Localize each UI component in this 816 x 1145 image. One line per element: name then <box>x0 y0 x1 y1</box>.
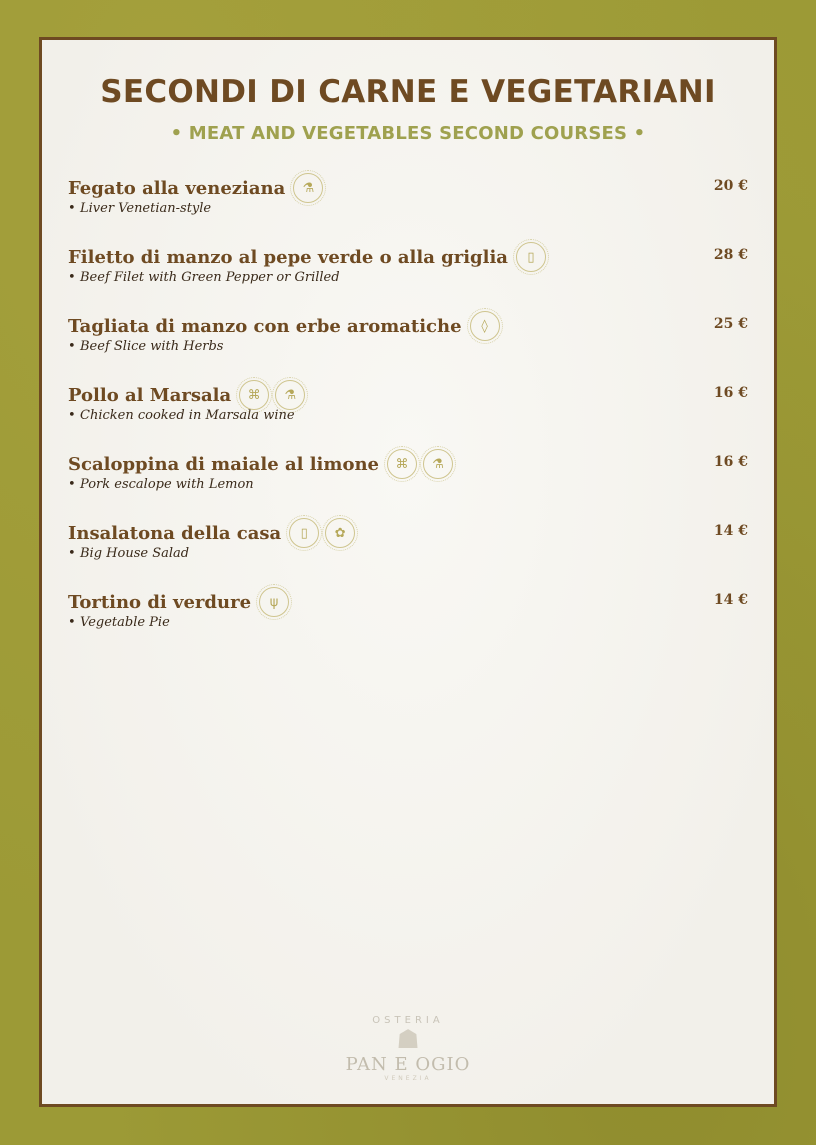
sulphites-icon: ⚗ <box>423 449 453 479</box>
celery-icon: ψ <box>259 587 289 617</box>
item-name: Tagliata di manzo con erbe aromatiche <box>68 315 462 337</box>
item-price: 25 € <box>713 316 748 332</box>
item-name: Scaloppina di maiale al limone <box>68 453 379 475</box>
item-name: Insalatona della casa <box>68 522 282 544</box>
menu-item <box>68 313 748 363</box>
restaurant-logo <box>42 1015 774 1082</box>
sulphites-icon: ⚗ <box>293 173 323 203</box>
gluten-icon: ⌘ <box>387 449 417 479</box>
page-subtitle: • MEAT AND VEGETABLES SECOND COURSES • <box>170 123 646 144</box>
item-description: Pork escalope with Lemon <box>80 477 254 492</box>
page-title: SECONDI DI CARNE E VEGETARIANI <box>100 74 716 110</box>
item-description: Beef Filet with Green Pepper or Grilled <box>80 270 340 285</box>
item-name: Filetto di manzo al pepe verde o alla griglia <box>68 246 508 268</box>
item-price: 28 € <box>713 247 748 263</box>
item-price: 16 € <box>713 454 748 470</box>
bread-icon: ☗ <box>396 1025 420 1054</box>
item-name: Tortino di verdure <box>68 591 252 613</box>
item-name: Pollo al Marsala <box>68 384 232 406</box>
item-price: 20 € <box>713 178 748 194</box>
item-name: Fegato alla veneziana <box>68 177 286 199</box>
gluten-icon: ⌘ <box>239 380 269 410</box>
bullet: • <box>68 615 76 630</box>
item-description: Chicken cooked in Marsala wine <box>80 408 295 423</box>
menu-item <box>68 175 748 225</box>
milk-icon: ▯ <box>289 518 319 548</box>
bullet: • <box>68 477 76 492</box>
nuts-icon: ✿ <box>325 518 355 548</box>
menu-page <box>39 37 777 1107</box>
sulphites-icon: ⚗ <box>275 380 305 410</box>
menu-item <box>68 520 748 570</box>
logo-name: PAN E OGIO <box>345 1054 471 1075</box>
item-price: 14 € <box>713 523 748 539</box>
item-price: 14 € <box>713 592 748 608</box>
menu-item <box>68 244 748 294</box>
bullet: • <box>68 408 76 423</box>
soy-icon: ◊ <box>470 311 500 341</box>
item-description: Vegetable Pie <box>80 615 170 630</box>
bullet: • <box>68 201 76 216</box>
menu-item <box>68 589 748 639</box>
item-description: Beef Slice with Herbs <box>80 339 224 354</box>
item-description: Liver Venetian-style <box>80 201 212 216</box>
item-description: Big House Salad <box>80 546 190 561</box>
logo-sub-text: VENEZIA <box>384 1075 432 1082</box>
bullet: • <box>68 339 76 354</box>
menu-item <box>68 451 748 501</box>
item-price: 16 € <box>713 385 748 401</box>
bullet: • <box>68 546 76 561</box>
menu-item <box>68 382 748 432</box>
mustard-icon: ▯ <box>516 242 546 272</box>
bullet: • <box>68 270 76 285</box>
logo-top-text: OSTERIA <box>372 1015 444 1026</box>
